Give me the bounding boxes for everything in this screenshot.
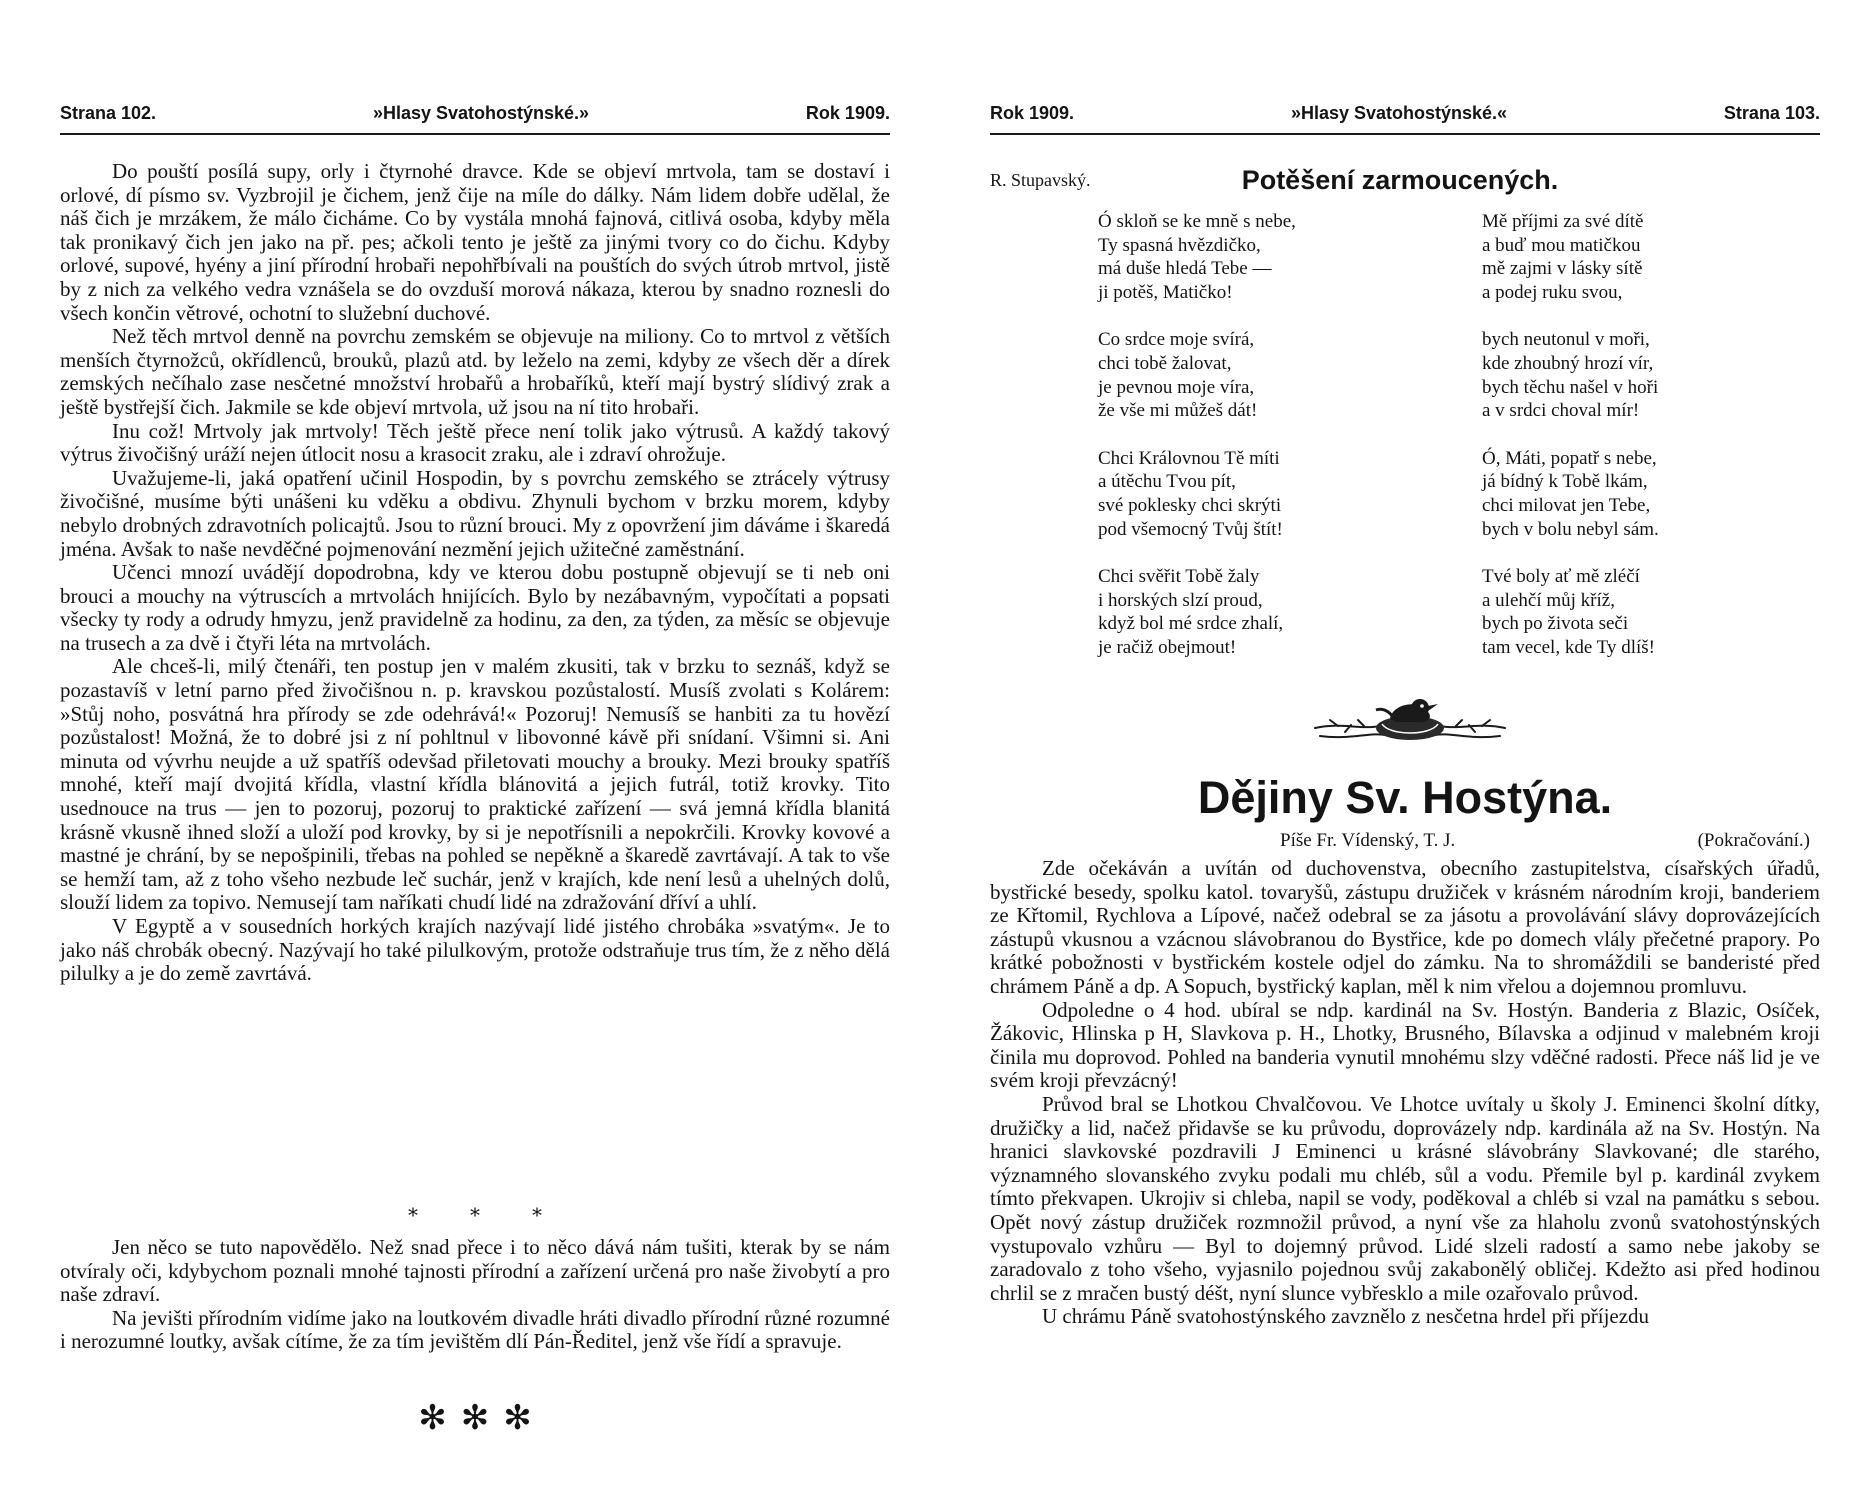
paragraph: Než těch mrtvol denně na povrchu zemském se objevuje na miliony. Co to mrtvol z větších menších čtyrnožců, okřídlenců, brouků, plazů atd. by leželo na zemi, kdyby ze všech děr a dírek zemských nečíhalo zase nesčetné množství hrobařů a hrobaříků, kteří mají bystrý slídivý zrak a ještě bystřejší čich. Jakmile se kde objeví mrtvola, už jsou na ní tito hrobaři. bbox=[60, 324, 890, 419]
poem-line: Ó, Máti, popatř s nebe, bbox=[1482, 447, 1657, 469]
poem-stanza bbox=[1482, 328, 1659, 422]
right-header-rule bbox=[990, 133, 1820, 135]
right-year: Rok 1909. bbox=[990, 103, 1075, 123]
article-title: Dějiny Sv. Hostýna. bbox=[1197, 772, 1613, 823]
paragraph: Uvažujeme-li, jaká opatření učinil Hospodin, by s povrchu zemského se ztrácely výtrusy živočišné, musíme býti unášeni ku vděku a obdivu. Zhynuli bychom v brzku morem, kdyby nebylo drobných zdravotních policajtů. Jsou to různí brouci. My z opovržení jim dáváme i škaredá jména. Avšak to naše nevděčné pojmenování nezmění jejich užitečné zaměstnání. bbox=[60, 465, 890, 561]
paragraph: Jen něco se tuto napovědělo. Než snad přece i to něco dává nám tušiti, kterak by se nám otvíraly oči, kdybychom poznali mnohé tajnosti přírodní a zařízení určená pro naše živobytí a pro naše zdraví. bbox=[60, 1235, 890, 1307]
poem-title: Potěšení zarmoucených. bbox=[1241, 165, 1559, 195]
star-ornament-icon: ✻ bbox=[503, 1398, 532, 1438]
paragraph: Průvod bral se Lhotkou Chvalčovou. Ve Lhotce uvítaly u školy J. Eminenci školní dítky, družičky a lid, načež přidavše se ku průvodu, doprovázely ndp. kardinála až na Sv. Hostýn. Na hranici slavkovské pozdravili J Eminenci u krásné slávobrány Slavkované; dle starého, významného slovanského zvyku podali mu chléb, sůl a vodu. Přemile byl p. kardinál zvykem tímto překvapen. Ukrojiv si chleba, napil se vody, poděkoval a chléb si vzal na památku s sebou. Opět nový zástup družiček rozmnožil průvod, a nyní vše za hlaholu zvonů svatohostýnských vystupovalo vzhůru — Byl to dojemný průvod. Lidé slzeli radostí a samo nebe jakoby se zaradovalo z toho všeho, vyjasnilo pojednou svůj zakabonělý obličej. Kdežto asi před hodinou chrlil se z mračen bustý déšt, nyní slunce vybřesklo a mile ozařovalo průvod. bbox=[990, 1091, 1820, 1305]
right-journal-title: »Hlasy Svatohostýnské.« bbox=[1290, 103, 1508, 123]
poem-line: pod všemocný Tvůj štít! bbox=[1098, 518, 1283, 540]
poem-author: R. Stupavský. bbox=[990, 170, 1091, 190]
poem-line: bych neutonul v moři, bbox=[1482, 329, 1650, 351]
right-article-body bbox=[990, 857, 1820, 1329]
poem-line: je pevnou moje víra, bbox=[1098, 376, 1255, 398]
star-ornament-icon: ✻ bbox=[418, 1398, 447, 1438]
poem-line: bych v bolu nebyl sám. bbox=[1482, 518, 1659, 540]
bird-nest-ornament-icon bbox=[1310, 680, 1510, 750]
paragraph: V Egyptě a v sousedních horkých krajích nazývají lidé jistého chrobáka »svatým«. Je to jako náš chrobák obecný. Nazývají ho také pilulkovým, protože odstraňuje trus tím, že z něho dělá pilulky a je do země zavrtává. bbox=[60, 914, 890, 986]
left-year: Rok 1909. bbox=[805, 103, 890, 123]
paragraph: Inu což! Mrtvoly jak mrtvoly! Těch ještě přece není tolik jako výtrusů. A každý takový výtrus živočišný uráží nejen útlocit nosu a krasocit zraku, ale i zdraví ohrožuje. bbox=[60, 418, 890, 467]
asterisk-icon: * bbox=[532, 1203, 542, 1227]
poem-stanza bbox=[1482, 210, 1659, 304]
left-page-number: Strana 102. bbox=[60, 103, 157, 123]
poem-line: Mě příjmi za své dítě bbox=[1482, 211, 1644, 232]
poem-line: a buď mou matičkou bbox=[1482, 234, 1641, 256]
poem-line: mě zajmi v lásky sítě bbox=[1482, 258, 1643, 280]
poem-line: je račiž obejmout! bbox=[1098, 636, 1237, 658]
poem-stanza bbox=[1482, 565, 1659, 659]
poem-line: Ó skloň se ke mně s nebe, bbox=[1098, 211, 1296, 232]
continuation-note: (Pokračování.) bbox=[1697, 830, 1810, 851]
asterisk-icon: * bbox=[470, 1203, 480, 1227]
article-author: Píše Fr. Vídenský, T. J. bbox=[1280, 830, 1456, 851]
left-header-rule bbox=[60, 133, 890, 135]
poem-line: bych těchu našel v hoři bbox=[1482, 376, 1659, 398]
paragraph: Odpoledne o 4 hod. ubíral se ndp. kardinál na Sv. Hostýn. Banderia z Blazic, Osíček, Žákovic, Hlinska p H, Slavkova p. H., Lhotky, Brusného, Bílavska a odjinud v malebném kroji činila mu doprovod. Pohled na banderia vynutil mnohému slzy vděčné radosti. Přece náš lid je ve svém kroji převzácný! bbox=[990, 997, 1820, 1093]
poem-column-left bbox=[1098, 210, 1296, 684]
paragraph: Zde očekáván a uvítán od duchovenstva, obecního zastupitelstva, císařských úřadů, bystřické besedy, spolku katol. tovaryšů, zástupu družiček v krásném národním kroji, banderiem ze Křtomil, Rychlova a Lípové, načež odebral se za jásotu a provolávání slávy doprovázejících zástupů vkusnou a vzácnou slávobranou do Bystřice, kde po domech vlály přečetné prapory. Po krátké pobožnosti v bystřickém kostele odjel do zámku. Na to shromáždili se banderisté před chrámem Páně a dp. A Sopuch, bystřický kaplan, měl k nim vřelou a dojemnou promluvu. bbox=[990, 856, 1820, 998]
poem-line: Ty spasná hvězdičko, bbox=[1098, 234, 1261, 256]
poem-line: a ulehčí můj kříž, bbox=[1482, 589, 1615, 611]
poem-line: chci tobě žalovat, bbox=[1098, 352, 1232, 374]
poem-stanza bbox=[1098, 447, 1296, 541]
left-article-conclusion bbox=[60, 1236, 890, 1354]
poem-stanza bbox=[1098, 328, 1296, 422]
poem-line: že vše mi můžeš dát! bbox=[1098, 400, 1258, 422]
poem-line: Co srdce moje svírá, bbox=[1098, 329, 1255, 351]
paragraph: Učenci mnozí uvádějí dopodrobna, kdy ve kterou dobu postupně objevují se ti neb oni brouci a mouchy na výtruscích a mrtvolách hnijících. Bylo by nezábavným, vypočítati a popsati všecky ty rody a odrudy hmyzu, jenž pravidelně za hodinu, za den, za týden, za měsíc se objevuje na trusech a za dvě i čtyři léta na mrtvolách. bbox=[60, 560, 890, 655]
left-article-body bbox=[60, 160, 890, 986]
poem-line: bych po života seči bbox=[1482, 613, 1629, 635]
paragraph: Na jevišti přírodním vidíme jako na loutkovém divadle hráti divadlo přírodní různé rozumné i nerozumné loutky, avšak cítíme, že za tím jevištěm dlí Pán-Ředitel, jenž vše řídí a spravuje. bbox=[60, 1305, 890, 1354]
poem-column-right bbox=[1482, 210, 1659, 684]
left-running-head bbox=[60, 103, 890, 131]
paragraph: U chrámu Páně svatohostýnského zavznělo z nesčetna hrdel při příjezdu bbox=[1042, 1304, 1650, 1329]
poem-line: Chci svěřit Tobě žaly bbox=[1098, 566, 1260, 588]
poem-stanza bbox=[1098, 210, 1296, 304]
right-running-head bbox=[990, 103, 1820, 131]
section-separator bbox=[60, 1203, 890, 1227]
poem-line: kde zhoubný hrozí vír, bbox=[1482, 352, 1654, 374]
poem-line: své poklesky chci skrýti bbox=[1098, 494, 1282, 516]
poem-line: Tvé boly ať mě zléčí bbox=[1482, 566, 1640, 588]
right-page-number: Strana 103. bbox=[1723, 103, 1820, 123]
left-journal-title: »Hlasy Svatohostýnské.» bbox=[372, 103, 590, 123]
poem-line: já bídný k Tobě lkám, bbox=[1482, 471, 1648, 493]
poem-stanza bbox=[1098, 565, 1296, 659]
poem-stanza bbox=[1482, 447, 1659, 541]
poem-line: i horských slzí proud, bbox=[1098, 589, 1263, 611]
star-ornament-icon: ✻ bbox=[460, 1398, 490, 1438]
end-ornament bbox=[60, 1398, 890, 1438]
poem-line: tam veсel, kde Ty dlíš! bbox=[1482, 636, 1655, 658]
poem-line: chci milovat jen Tebe, bbox=[1482, 494, 1651, 516]
article-byline bbox=[990, 830, 1820, 854]
poem-line: a podej ruku svou, bbox=[1482, 281, 1623, 303]
right-page bbox=[990, 0, 1820, 1500]
asterisk-icon: * bbox=[408, 1203, 418, 1227]
paragraph: Ale chceš-li, milý čtenáři, ten postup jen v malém zkusiti, tak v brzku to seznáš, když se pozastavíš v letní parno před živočišnou n. p. kravskou pozůstalostí. Musíš zvolati s Kolárem: »Stůj noho, posvátná hra přírody se zde odehrává!« Pozoruj! Nemusíš se hanbiti za tu hovězí pozůstalost! Možná, že to dobré jsi z ní pohltnul v libovonné kávě při snídaní. Všimni si. Ani minuta od vývrhu neujde a už spatříš odevšad přiletovati mouchy a brouky. Mezi brouky spatříš mnohé, kteří mají dvojitá křídla, vlastní křídla blánovitá a jejich futrál, totiž krovky. Tito usednouce na trus — jen to pozoruj, pozoruj to praktické zařízení — svá jemná křídla blanitá krásně vkusně ihned složí a uloží pod krovky, by si je nepotřísnili a nepokrčili. Krovky kovové a mastné je chrání, by se nepošpinili, třebas na pohled se nepěkně a škaredě zavrtávají. A tak to vše se hemží tam, až z toho všeho nezbude leč suchár, jenž v krajích, kde není lesů a uhelných dolů, slouží lidem za topivo. Nemusejí tam naříkati chudí lidé na zdražování dříví a uhlí. bbox=[60, 654, 890, 915]
poem-line: když bol mé srdce zhalí, bbox=[1098, 613, 1284, 635]
poem-line: ji potěš, Matičko! bbox=[1098, 281, 1233, 303]
poem-line: má duše hledá Tebe — bbox=[1098, 258, 1272, 280]
left-page bbox=[60, 0, 890, 1500]
poem-line: Chci Královnou Tě míti bbox=[1098, 447, 1280, 469]
paragraph: Do pouští posílá supy, orly i čtyrnohé dravce. Kde se objeví mrtvola, tam se dostaví i orlové, dí písmo sv. Vyzbrojil je čichem, jenž čije na míle do dálky. Nám lidem dobře udělal, že náš čich je mrzákem, že málo čicháme. Co by vystála mnohá fajnová, citlivá osoba, kdyby měla tak pronikavý čich jen jako na př. pes; ačkoli tento je ještě za jinými tvory co do čichu. Kdyby orlové, supové, hyény a jiní přírodní hrobaři nepohřbívali na pouštích do svých útrob mrtvol, jistě by z nich za velkého vedra vznášela se do ovzduší morová nákaza, kterou by snadno roznesli do všech končin větrové, ochotní to služební duchové. bbox=[60, 159, 890, 325]
poem-line: a v srdci choval mír! bbox=[1482, 400, 1640, 422]
poem-line: a útěchu Tvou pít, bbox=[1098, 471, 1236, 493]
